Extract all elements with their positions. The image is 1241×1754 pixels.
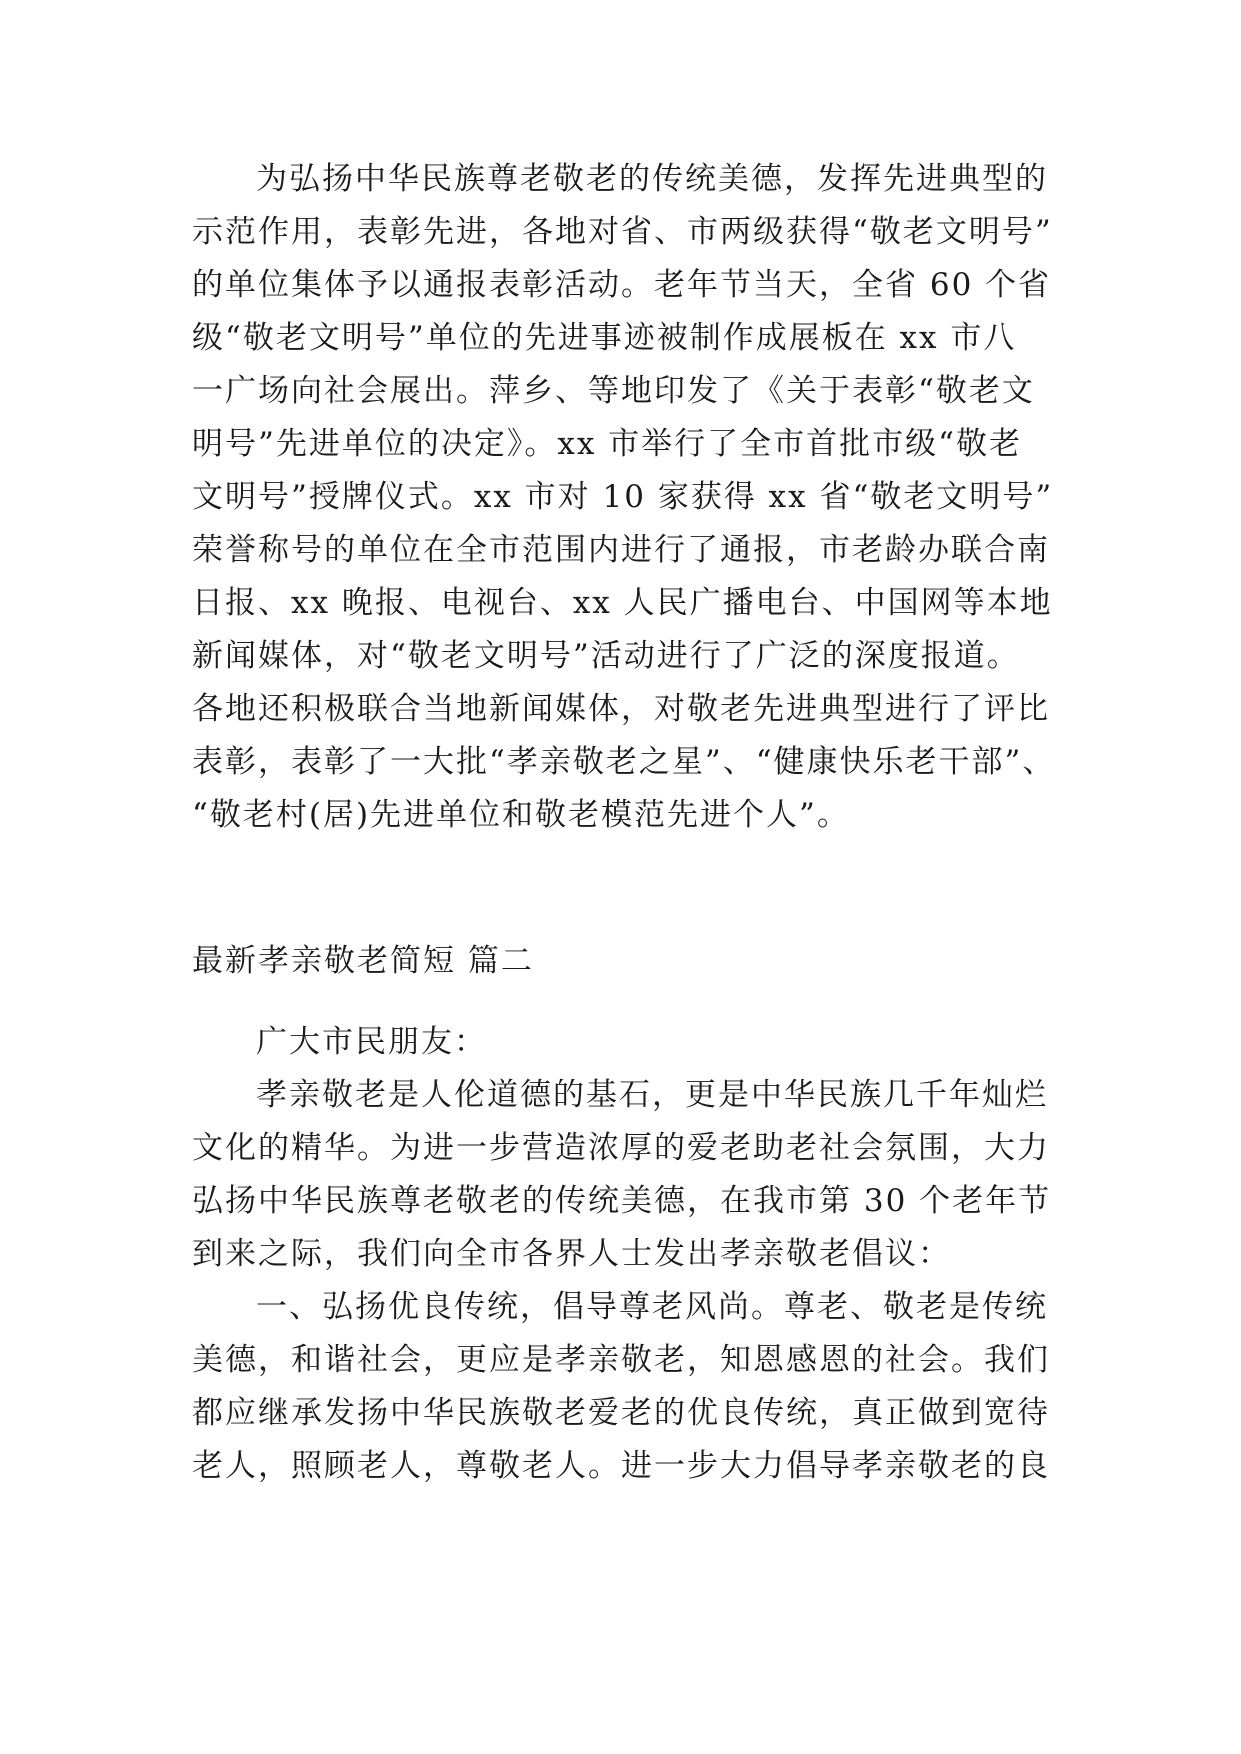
paragraph-line: 美德，和谐社会，更应是孝亲敬老，知恩感恩的社会。我们: [192, 1342, 1050, 1378]
paragraph-line: 荣誉称号的单位在全市范围内进行了通报，市老龄办联合南: [192, 532, 1050, 568]
paragraph-line: 一广场向社会展出。萍乡、等地印发了《关于表彰“敬老文: [192, 373, 1035, 409]
paragraph-line: 日报、xx 晚报、电视台、xx 人民广播电台、中国网等本地: [192, 585, 1053, 621]
paragraph-line: 新闻媒体，对“敬老文明号”活动进行了广泛的深度报道。: [192, 638, 1020, 674]
paragraph-line: 级“敬老文明号”单位的先进事迹被制作成展板在 xx 市八: [192, 320, 1017, 356]
paragraph-line: 老人，照顾老人，尊敬老人。进一步大力倡导孝亲敬老的良: [192, 1448, 1050, 1484]
paragraph-line: 为弘扬中华民族尊老敬老的传统美德，发挥先进典型的: [256, 161, 1048, 197]
paragraph-line: 表彰，表彰了一大批“孝亲敬老之星”、“健康快乐老干部”、: [192, 744, 1056, 780]
paragraph-line: 孝亲敬老是人伦道德的基石，更是中华民族几千年灿烂: [256, 1077, 1048, 1113]
paragraph-line: 到来之际，我们向全市各界人士发出孝亲敬老倡议：: [192, 1236, 951, 1272]
paragraph-line: “敬老村(居)先进单位和敬老模范先进个人”。: [192, 797, 850, 833]
paragraph-line: 示范作用，表彰先进，各地对省、市两级获得“敬老文明号”: [192, 214, 1053, 250]
paragraph-line: 文化的精华。为进一步营造浓厚的爱老助老社会氛围，大力: [192, 1130, 1050, 1166]
section-heading: 最新孝亲敬老简短 篇二: [192, 943, 534, 979]
paragraph-line: 一、弘扬优良传统，倡导尊老风尚。尊老、敬老是传统: [256, 1289, 1048, 1325]
paragraph-line: 文明号”授牌仪式。xx 市对 10 家获得 xx 省“敬老文明号”: [192, 479, 1054, 515]
paragraph-line: 弘扬中华民族尊老敬老的传统美德，在我市第 30 个老年节: [192, 1183, 1052, 1219]
paragraph-line: 明号”先进单位的决定》。xx 市举行了全市首批市级“敬老: [192, 426, 1023, 462]
paragraph-line: 的单位集体予以通报表彰活动。老年节当天，全省 60 个省: [192, 267, 1052, 303]
paragraph-line: 各地还积极联合当地新闻媒体，对敬老先进典型进行了评比: [192, 691, 1050, 727]
greeting-line: 广大市民朋友：: [256, 1024, 487, 1060]
paragraph-line: 都应继承发扬中华民族敬老爱老的优良传统，真正做到宽待: [192, 1395, 1050, 1431]
